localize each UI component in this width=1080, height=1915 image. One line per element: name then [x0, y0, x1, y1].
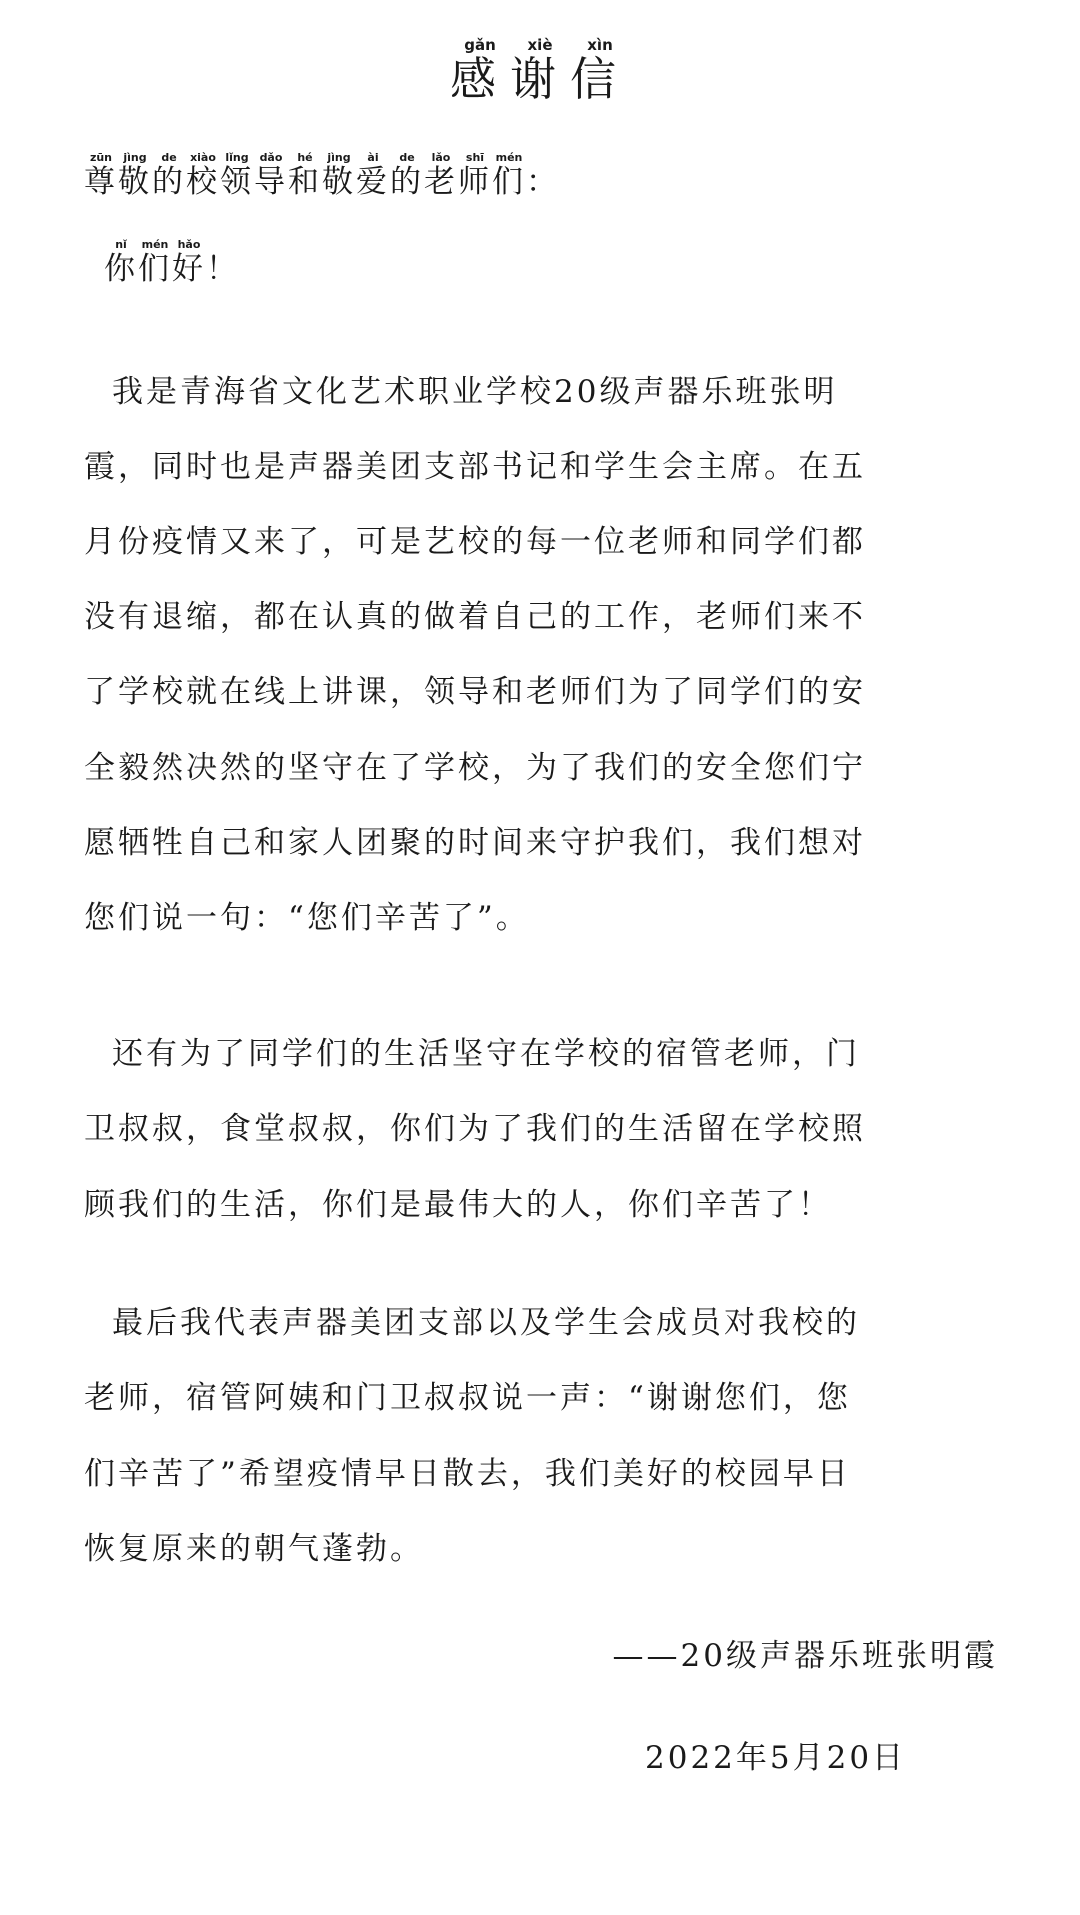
paragraph-2-line-3: 顾我们的生活，你们是最伟大的人，你们辛苦了！ [84, 1187, 832, 1223]
paragraph-2-line-1: 还有为了同学们的生活坚守在学校的宿管老师，门 [112, 1036, 860, 1072]
paragraph-1-line-5: 了学校就在线上讲课，领导和老师们为了同学们的安 [84, 674, 866, 710]
paragraph-1-line-6: 全毅然决然的坚守在了学校，为了我们的安全您们宁 [84, 750, 866, 786]
signature: ——20级声器乐班张明霞 [612, 1638, 998, 1674]
paragraph-3-line-4: 恢复原来的朝气蓬勃。 [84, 1531, 424, 1567]
letter-date: 2022年5月20日 [645, 1740, 907, 1776]
paragraph-1-line-2: 霞，同时也是声器美团支部书记和学生会主席。在五 [84, 449, 866, 485]
paragraph-3-line-3: 们辛苦了”希望疫情早日散去，我们美好的校园早日 [84, 1456, 851, 1492]
paragraph-2-line-2: 卫叔叔，食堂叔叔，你们为了我们的生活留在学校照 [84, 1111, 866, 1147]
salutation: 尊zūn敬jìng的de校xiào领lǐng导dǎo和hé敬jìng爱ài的de老lǎo师shī们mén： [84, 151, 560, 200]
paragraph-1-line-8: 您们说一句：“您们辛苦了”。 [84, 900, 530, 936]
paragraph-1-line-1: 我是青海省文化艺术职业学校20级声器乐班张明 [112, 374, 838, 410]
paragraph-1-line-3: 月份疫情又来了，可是艺校的每一位老师和同学们都 [84, 524, 866, 560]
paragraph-1-line-4: 没有退缩，都在认真的做着自己的工作，老师们来不 [84, 599, 866, 635]
paragraph-1-line-7: 愿牺牲自己和家人团聚的时间来守护我们，我们想对 [84, 825, 866, 861]
greeting: 你nǐ们mén好hǎo！ [104, 238, 240, 287]
paragraph-3-line-1: 最后我代表声器美团支部以及学生会成员对我校的 [112, 1305, 860, 1341]
letter-title: 感gǎn谢xiè信xìn [450, 36, 630, 106]
paragraph-3-line-2: 老师，宿管阿姨和门卫叔叔说一声：“谢谢您们，您 [84, 1380, 851, 1416]
